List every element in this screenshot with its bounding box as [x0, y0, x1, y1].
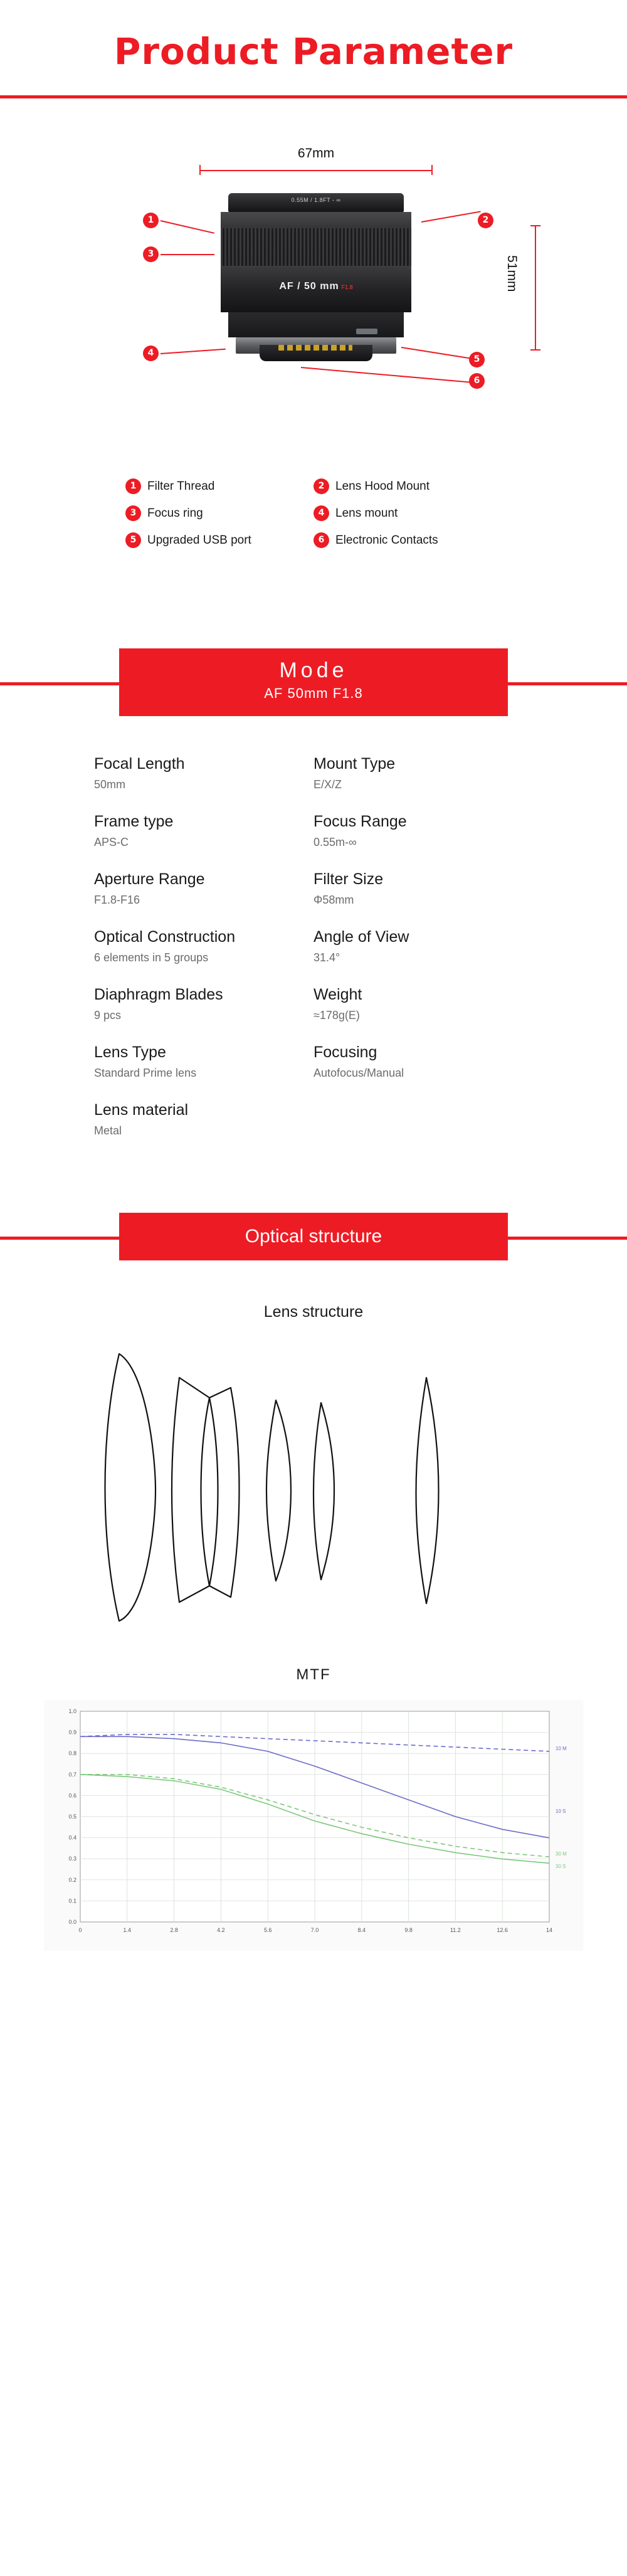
spec-item-aperture-range — [94, 870, 314, 907]
spec-value: F1.8-F16 — [94, 894, 140, 906]
spec-value: E/X/Z — [314, 778, 342, 791]
svg-text:0.9: 0.9 — [68, 1729, 76, 1736]
legend-label-4: Lens mount — [335, 506, 398, 520]
spec-key: Frame type — [94, 813, 174, 830]
svg-text:4.2: 4.2 — [217, 1927, 225, 1933]
page-title: Product Parameter — [113, 30, 514, 73]
spec-value: ≈178g(E) — [314, 1009, 360, 1021]
height-dimension-label: 51mm — [505, 255, 519, 292]
svg-text:0.6: 0.6 — [68, 1792, 76, 1799]
svg-text:11.2: 11.2 — [450, 1927, 461, 1933]
legend-label-5: Upgraded USB port — [147, 533, 251, 547]
mode-banner-subtitle: AF 50mm F1.8 — [264, 685, 363, 701]
svg-text:30 M: 30 M — [556, 1851, 567, 1857]
title-divider — [0, 95, 627, 98]
spec-key: Optical Construction — [94, 928, 236, 946]
spec-item-empty — [314, 1101, 533, 1138]
lens-structure-label: Lens structure — [263, 1303, 364, 1321]
spec-item-lens-material — [94, 1101, 314, 1138]
spec-item-focus-range — [314, 813, 533, 849]
lens-structure-diagram — [75, 1340, 552, 1635]
svg-text:1.0: 1.0 — [68, 1708, 76, 1714]
spec-key: Diaphragm Blades — [94, 986, 223, 1003]
legend-bullet-5: 5 — [125, 532, 141, 548]
width-dimension-label: 67mm — [297, 146, 335, 161]
legend-item-usb-port — [125, 532, 314, 548]
mode-banner — [119, 648, 508, 716]
spec-item-focusing — [314, 1043, 533, 1080]
spec-item-filter-size — [314, 870, 533, 907]
legend-bullet-6: 6 — [314, 532, 329, 548]
lens-illustration — [199, 187, 433, 394]
legend-item-focus-ring — [125, 505, 314, 521]
spec-item-mount-type — [314, 755, 533, 791]
legend-label-6: Electronic Contacts — [335, 533, 438, 547]
mode-banner-title: Mode — [279, 658, 348, 682]
spec-value: Φ58mm — [314, 894, 354, 906]
svg-text:14: 14 — [545, 1927, 553, 1933]
legend-item-filter-thread — [125, 478, 314, 494]
legend-bullet-2: 2 — [314, 478, 329, 494]
spec-value: 50mm — [94, 778, 126, 791]
spec-key: Lens Type — [94, 1043, 166, 1061]
width-dim-cap-right — [431, 165, 433, 175]
spec-item-diaphragm-blades — [94, 986, 314, 1022]
lens-front-text: 0.55M / 1.8FT - ∞ — [291, 197, 341, 203]
width-dim-cap-left — [199, 165, 201, 175]
mtf-label: MTF — [296, 1666, 331, 1683]
spec-value: Metal — [94, 1124, 122, 1137]
svg-text:0: 0 — [78, 1927, 82, 1933]
svg-text:0.2: 0.2 — [68, 1876, 76, 1883]
spec-item-focal-length — [94, 755, 314, 791]
spec-value: 9 pcs — [94, 1009, 122, 1021]
height-dimension-line — [530, 225, 540, 351]
svg-text:30 S: 30 S — [556, 1864, 566, 1869]
svg-text:2.8: 2.8 — [170, 1927, 178, 1933]
lens-name-text: AF / 50 mm — [279, 281, 339, 292]
mode-banner-section — [0, 648, 627, 719]
legend-row — [125, 478, 533, 494]
svg-text:10 M: 10 M — [556, 1746, 567, 1751]
svg-text:5.6: 5.6 — [263, 1927, 272, 1933]
svg-text:0.5: 0.5 — [68, 1813, 76, 1820]
legend-bullet-3: 3 — [125, 505, 141, 521]
svg-text:0.3: 0.3 — [68, 1855, 76, 1862]
spec-key: Mount Type — [314, 755, 396, 773]
svg-text:0.8: 0.8 — [68, 1750, 76, 1757]
legend-item-lens-hood-mount — [314, 478, 429, 494]
legend-bullet-1: 1 — [125, 478, 141, 494]
legend-item-electronic-contacts — [314, 532, 438, 548]
spec-item-angle-of-view — [314, 928, 533, 964]
legend-label-3: Focus ring — [147, 506, 203, 520]
svg-text:1.4: 1.4 — [123, 1927, 132, 1933]
spec-value: Autofocus/Manual — [314, 1067, 404, 1079]
spec-grid — [94, 755, 533, 1138]
spec-key: Lens material — [94, 1101, 189, 1119]
spec-key: Aperture Range — [94, 870, 205, 888]
svg-text:0.0: 0.0 — [68, 1919, 76, 1925]
spec-key: Weight — [314, 986, 362, 1003]
lens-focus-ring-grip — [221, 228, 411, 266]
spec-key: Focus Range — [314, 813, 407, 830]
lens-aperture-text: F1.8 — [341, 284, 353, 290]
width-dimension — [199, 146, 433, 175]
mtf-chart — [44, 1700, 583, 1951]
optical-banner-section — [0, 1213, 627, 1263]
lens-name-print — [221, 281, 411, 292]
spec-value: Standard Prime lens — [94, 1067, 197, 1079]
height-dimension — [505, 225, 539, 351]
electronic-contacts — [278, 345, 352, 351]
legend-row — [125, 505, 533, 521]
lens-lower-body — [228, 312, 404, 337]
height-dim-cap-top — [530, 225, 540, 226]
legend-item-lens-mount — [314, 505, 398, 521]
width-dimension-line — [199, 165, 433, 175]
lens-diagram-section — [0, 121, 627, 472]
spec-key: Filter Size — [314, 870, 384, 888]
svg-text:8.4: 8.4 — [357, 1927, 366, 1933]
legend-bullet-4: 4 — [314, 505, 329, 521]
usb-port — [356, 329, 377, 334]
svg-text:7.0: 7.0 — [310, 1927, 319, 1933]
callout-bullet-2: 2 — [478, 213, 493, 228]
svg-text:0.7: 0.7 — [68, 1771, 76, 1778]
spec-key: Angle of View — [314, 928, 409, 946]
spec-value: 31.4° — [314, 951, 340, 964]
svg-text:10 S: 10 S — [556, 1808, 566, 1814]
legend-row — [125, 532, 533, 548]
spec-item-lens-type — [94, 1043, 314, 1080]
spec-key: Focal Length — [94, 755, 185, 773]
spec-key: Focusing — [314, 1043, 377, 1061]
callout-bullet-6: 6 — [469, 373, 485, 389]
spec-value: 0.55m-∞ — [314, 836, 357, 848]
optical-banner-title: Optical structure — [119, 1213, 508, 1260]
callout-bullet-4: 4 — [143, 346, 159, 361]
spec-item-frame-type — [94, 813, 314, 849]
spec-item-weight — [314, 986, 533, 1022]
svg-text:9.8: 9.8 — [404, 1927, 413, 1933]
callout-bullet-1: 1 — [143, 213, 159, 228]
page-title-block — [0, 0, 627, 73]
leader-line-3 — [161, 254, 214, 255]
spec-item-optical-construction — [94, 928, 314, 964]
legend-label-1: Filter Thread — [147, 479, 215, 493]
svg-text:0.1: 0.1 — [68, 1898, 76, 1904]
callout-bullet-3: 3 — [143, 246, 159, 262]
spec-value: 6 elements in 5 groups — [94, 951, 209, 964]
height-dim-cap-bottom — [530, 349, 540, 351]
legend-label-2: Lens Hood Mount — [335, 479, 429, 493]
svg-text:0.4: 0.4 — [68, 1834, 76, 1841]
spec-value: APS-C — [94, 836, 129, 848]
callout-legend — [94, 478, 533, 548]
svg-text:12.6: 12.6 — [497, 1927, 508, 1933]
callout-bullet-5: 5 — [469, 352, 485, 367]
